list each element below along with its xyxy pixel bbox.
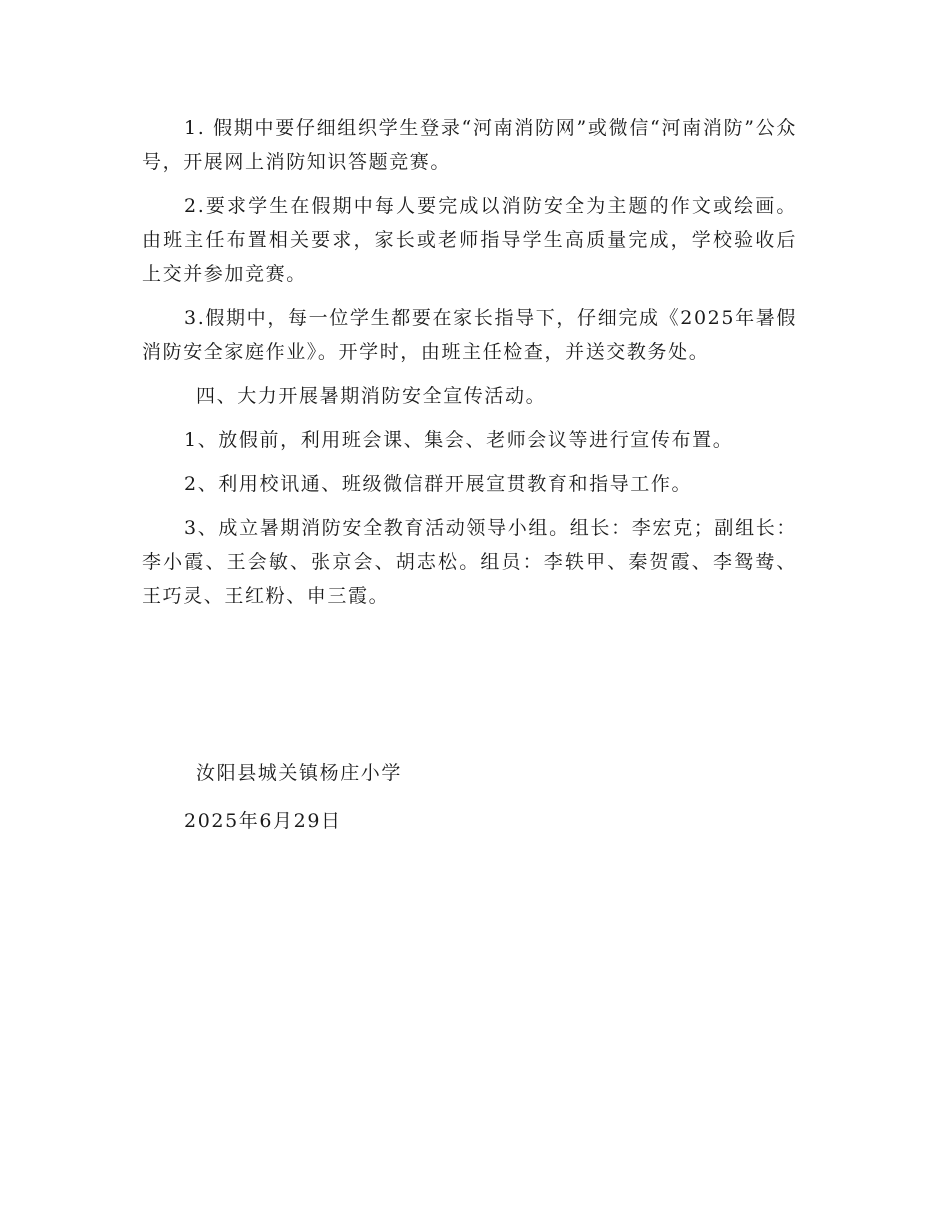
signature-block bbox=[142, 756, 797, 838]
list-item-leadership-group: 3、成立暑期消防安全教育活动领导小组。组长：李宏克；副组长：李小霞、王会敏、张京会、胡志松。组员：李轶甲、秦贺霞、李鸳鸯、王巧灵、王红粉、申三霞。 bbox=[142, 517, 797, 607]
list-item-wechat-group: 2、利用校讯通、班级微信群开展宣贯教育和指导工作。 bbox=[184, 473, 693, 495]
list-item-homework: 3.假期中，每一位学生都要在家长指导下，仔细完成《2025年暑假消防安全家庭作业》。开学时，由班主任检查，并送交教务处。 bbox=[142, 307, 797, 363]
section-heading-publicity: 四、大力开展暑期消防安全宣传活动。 bbox=[196, 385, 547, 407]
signature-date: 2025年6月29日 bbox=[184, 810, 342, 832]
signature-school: 汝阳县城关镇杨庄小学 bbox=[196, 762, 403, 784]
list-item-essay-drawing: 2.要求学生在假期中每人要完成以消防安全为主题的作文或绘画。由班主任布置相关要求，家长或老师指导学生高质量完成，学校验收后上交并参加竞赛。 bbox=[142, 195, 797, 285]
list-item-pre-holiday: 1、放假前，利用班会课、集会、老师会议等进行宣传布置。 bbox=[184, 429, 734, 451]
document-body bbox=[142, 111, 797, 613]
list-item-fire-quiz: 1. 假期中要仔细组织学生登录“河南消防网”或微信“河南消防”公众号，开展网上消防知识答题竞赛。 bbox=[142, 117, 797, 173]
